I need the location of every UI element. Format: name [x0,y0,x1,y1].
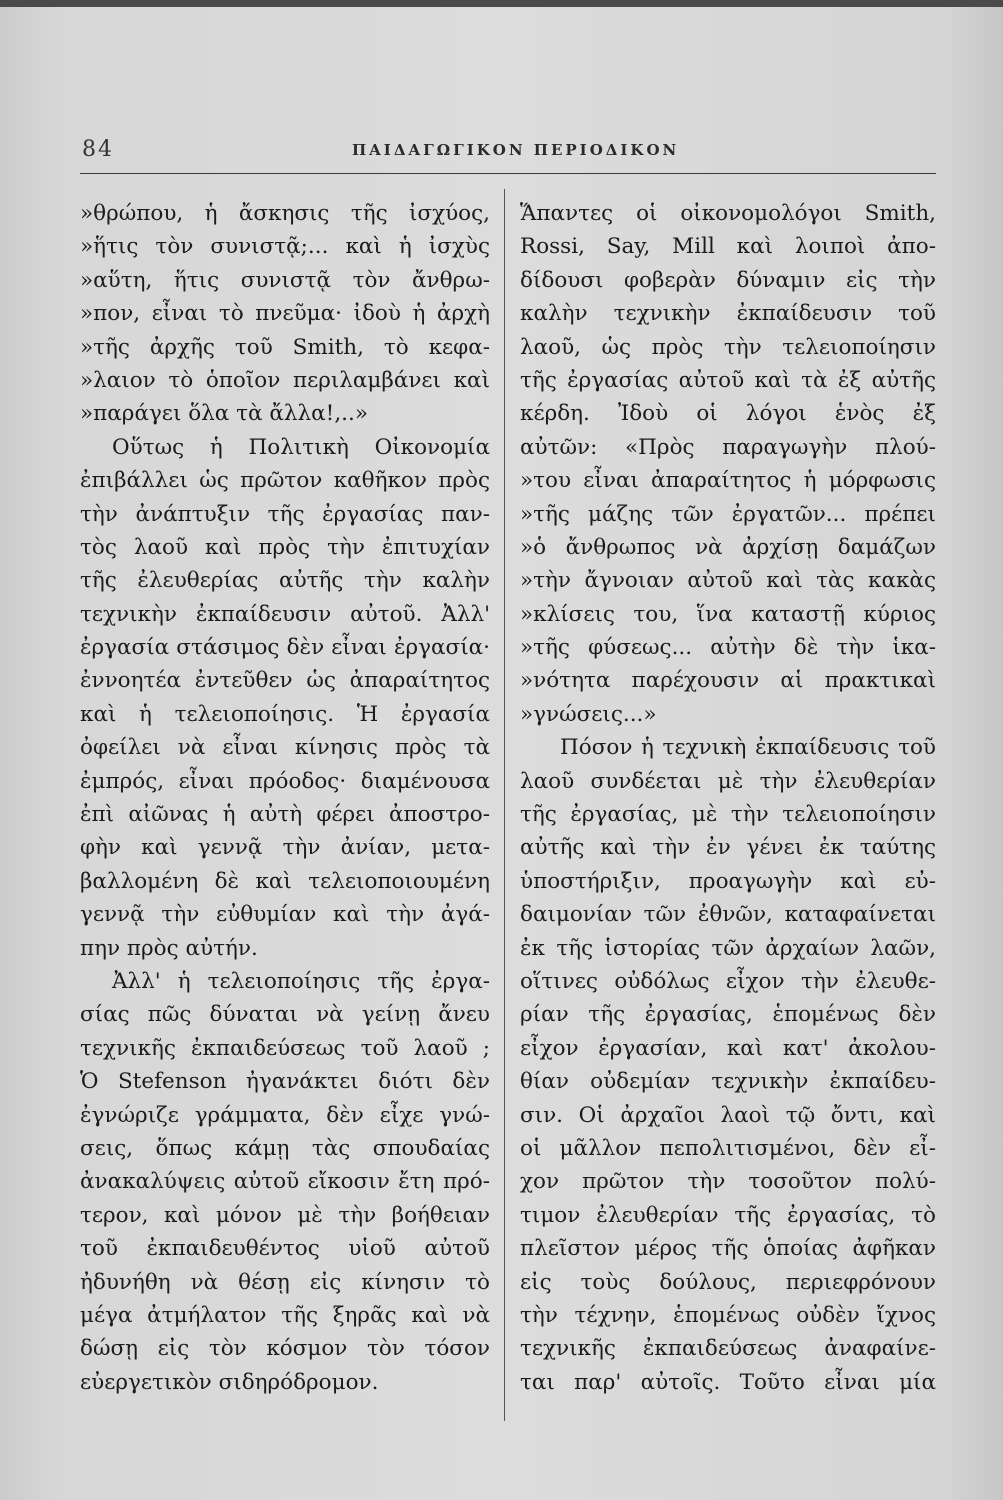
text-line: ἐπιβάλλει ὡς πρῶτον καθῆκον πρὸς [80,468,490,494]
text-line: εἶχον ἐργασίαν, καὶ κατ' ἀκολου- [520,1035,936,1061]
text-line: »θρώπου, ἡ ἄσκησις τῆς ἰσχύος, [80,201,490,226]
text-line: »τῆς φύσεως... αὐτὴν δὲ τὴν ἱκα- [520,635,936,661]
text-line: θίαν οὐδεμίαν τεχνικὴν ἐκπαίδευ- [520,1069,936,1095]
text-line: τὴν ἀνάπτυξιν τῆς ἐργασίας παν- [80,501,490,527]
text-line: κέρδη. Ἰδοὺ οἱ λόγοι ἑνὸς ἐξ [520,401,936,427]
text-line: τῆς ἐργασίας αὐτοῦ καὶ τὰ ἐξ αὐτῆς [520,367,936,393]
text-line: εἰς τοὺς δούλους, περιεφρόνουν [520,1269,936,1295]
text-line: φὴν καὶ γεννᾷ τὴν ἀνίαν, μετα- [80,835,490,861]
text-line: ἐμπρός, εἶναι πρόοδος· διαμένουσα [80,768,490,794]
text-line: »τῆς ἀρχῆς τοῦ Smith, τὸ κεφα- [80,334,490,360]
text-line: λαοῦ συνδέεται μὲ τὴν ἐλευθερίαν [520,768,936,794]
text-line: ἀνακαλύψεις αὐτοῦ εἴκοσιν ἔτη πρό- [80,1169,490,1195]
text-line: εὐεργετικὸν σιδηρόδρομον. [80,1369,379,1395]
text-line: ἐργασία στάσιμος δὲν εἶναι ἐργασία· [80,635,490,661]
text-line: τεχνικῆς ἐκπαιδεύσεως τοῦ λαοῦ ; [80,1035,490,1061]
text-line: τῆς ἐργασίας, μὲ τὴν τελειοποίησιν [520,802,936,828]
text-line: μέγα ἀτμήλατον τῆς ξηρᾶς καὶ νὰ [80,1302,490,1328]
text-line: ἐπὶ αἰῶνας ἡ αὐτὴ φέρει ἀποστρο- [80,802,490,828]
text-line: σιν. Οἱ ἀρχαῖοι λαοὶ τῷ ὄντι, καὶ [520,1102,936,1128]
text-line: Rossi, Say, Mill καὶ λοιποὶ ἀπο- [520,234,936,260]
text-line: γεννᾷ τὴν εὐθυμίαν καὶ τὴν ἀγά- [80,902,490,928]
text-line: τῆς ἐλευθερίας αὐτῆς τὴν καλὴν [80,568,490,594]
text-line: τὴν τέχνην, ἑπομένως οὐδὲν ἴχνος [520,1302,936,1328]
right-column [520,197,936,1399]
text-line: αὐτῶν: «Πρὸς παραγωγὴν πλού- [520,434,936,460]
text-line: τιμον ἐλευθερίαν τῆς ἐργασίας, τὸ [520,1202,936,1228]
text-line: »παράγει ὅλα τὰ ἄλλα!,..» [80,401,368,427]
running-title: ΠΑΙΔΑΓΩΓΙΚΟΝ ΠΕΡΙΟΔΙΚΟΝ [352,141,680,159]
text-line: ἐκ τῆς ἱστορίας τῶν ἀρχαίων λαῶν, [520,935,936,961]
text-line: χον πρῶτον τὴν τοσοῦτον πολύ- [520,1169,936,1195]
text-line: »του εἶναι ἀπαραίτητος ἡ μόρφωσις [520,468,936,494]
text-line: ἠδυνήθη νὰ θέσῃ εἰς κίνησιν τὸ [80,1269,490,1295]
text-line: σεις, ὅπως κάμῃ τὰς σπουδαίας [80,1135,490,1161]
text-line: ὑποστήριξιν, προαγωγὴν καὶ εὐ- [520,868,936,894]
text-line: λαοῦ, ὡς πρὸς τὴν τελειοποίησιν [520,334,936,360]
column-divider [504,189,505,1421]
text-line: ὀφείλει νὰ εἶναι κίνησις πρὸς τὰ [80,735,490,761]
page-number: 84 [82,137,114,162]
text-line: ρίαν τῆς ἐργασίας, ἑπομένως δὲν [520,1002,936,1028]
text-line: καὶ ἡ τελειοποίησις. Ἡ ἐργασία [80,701,490,727]
text-line: καλὴν τεχνικὴν ἐκπαίδευσιν τοῦ [520,301,936,327]
text-line: »κλίσεις του, ἵνα καταστῇ κύριος [520,601,936,627]
text-line: τεχνικὴν ἐκπαίδευσιν αὐτοῦ. Ἀλλ' [80,601,490,627]
text-line: ἐννοητέα ἐντεῦθεν ὡς ἀπαραίτητος [80,668,490,694]
text-line: πλεῖστον μέρος τῆς ὁποίας ἀφῆκαν [520,1236,936,1262]
left-column [80,197,490,1399]
text-line: τερον, καὶ μόνον μὲ τὴν βοήθειαν [80,1202,490,1228]
text-line: αὐτῆς καὶ τὴν ἐν γένει ἐκ ταύτης [520,835,936,861]
text-line: »αὕτη, ἥτις συνιστᾷ τὸν ἄνθρω- [80,267,490,293]
text-line: Ἅπαντες οἱ οἰκονομολόγοι Smith, [520,201,936,226]
text-line: »τῆς μάζης τῶν ἐργατῶν... πρέπει [520,501,936,527]
text-line: ται παρ' αὐτοῖς. Τοῦτο εἶναι μία [520,1369,936,1395]
text-line: πην πρὸς αὐτήν. [80,935,258,961]
text-line: τὸς λαοῦ καὶ πρὸς τὴν ἐπιτυχίαν [80,534,490,560]
text-line: οἱ μᾶλλον πεπολιτισμένοι, δὲν εἶ- [520,1135,936,1161]
text-line: τοῦ ἐκπαιδευθέντος υἱοῦ αὐτοῦ [80,1236,490,1262]
text-line: οἵτινες οὐδόλως εἶχον τὴν ἐλευθε- [520,968,936,994]
text-line: βαλλομένη δὲ καὶ τελειοποιουμένη [80,868,490,894]
text-line: »ἥτις τὸν συνιστᾷ;... καὶ ἡ ἰσχὺς [80,234,490,260]
text-line: δαιμονίαν τῶν ἐθνῶν, καταφαίνεται [520,902,936,928]
text-line: »πον, εἶναι τὸ πνεῦμα· ἰδοὺ ἡ ἀρχὴ [80,301,490,327]
text-line: »λαιον τὸ ὁποῖον περιλαμβάνει καὶ [80,367,490,393]
text-line: Πόσον ἡ τεχνικὴ ἐκπαίδευσις τοῦ [560,735,936,761]
text-line: »νότητα παρέχουσιν αἱ πρακτικαὶ [520,668,936,694]
text-line: δώσῃ εἰς τὸν κόσμον τὸν τόσον [80,1336,490,1362]
text-line: Οὕτως ἡ Πολιτικὴ Οἰκονομία [112,434,490,460]
text-line: σίας πῶς δύναται νὰ γείνῃ ἄνευ [80,1002,490,1028]
text-line: δίδουσι φοβερὰν δύναμιν εἰς τὴν [520,267,936,293]
text-line: Ὁ Stefenson ἠγανάκτει διότι δὲν [80,1069,490,1095]
text-line: τεχνικῆς ἐκπαιδεύσεως ἀναφαίνε- [520,1336,936,1362]
text-line: ἐγνώριζε γράμματα, δὲν εἶχε γνώ- [80,1102,490,1128]
text-line: Ἀλλ' ἡ τελειοποίησις τῆς ἐργα- [112,968,490,994]
text-line: »γνώσεις...» [520,701,657,727]
text-line: »τὴν ἄγνοιαν αὐτοῦ καὶ τὰς κακὰς [520,568,936,594]
header-rule [80,173,936,174]
text-line: »ὁ ἄνθρωπος νὰ ἀρχίσῃ δαμάζων [520,534,936,560]
